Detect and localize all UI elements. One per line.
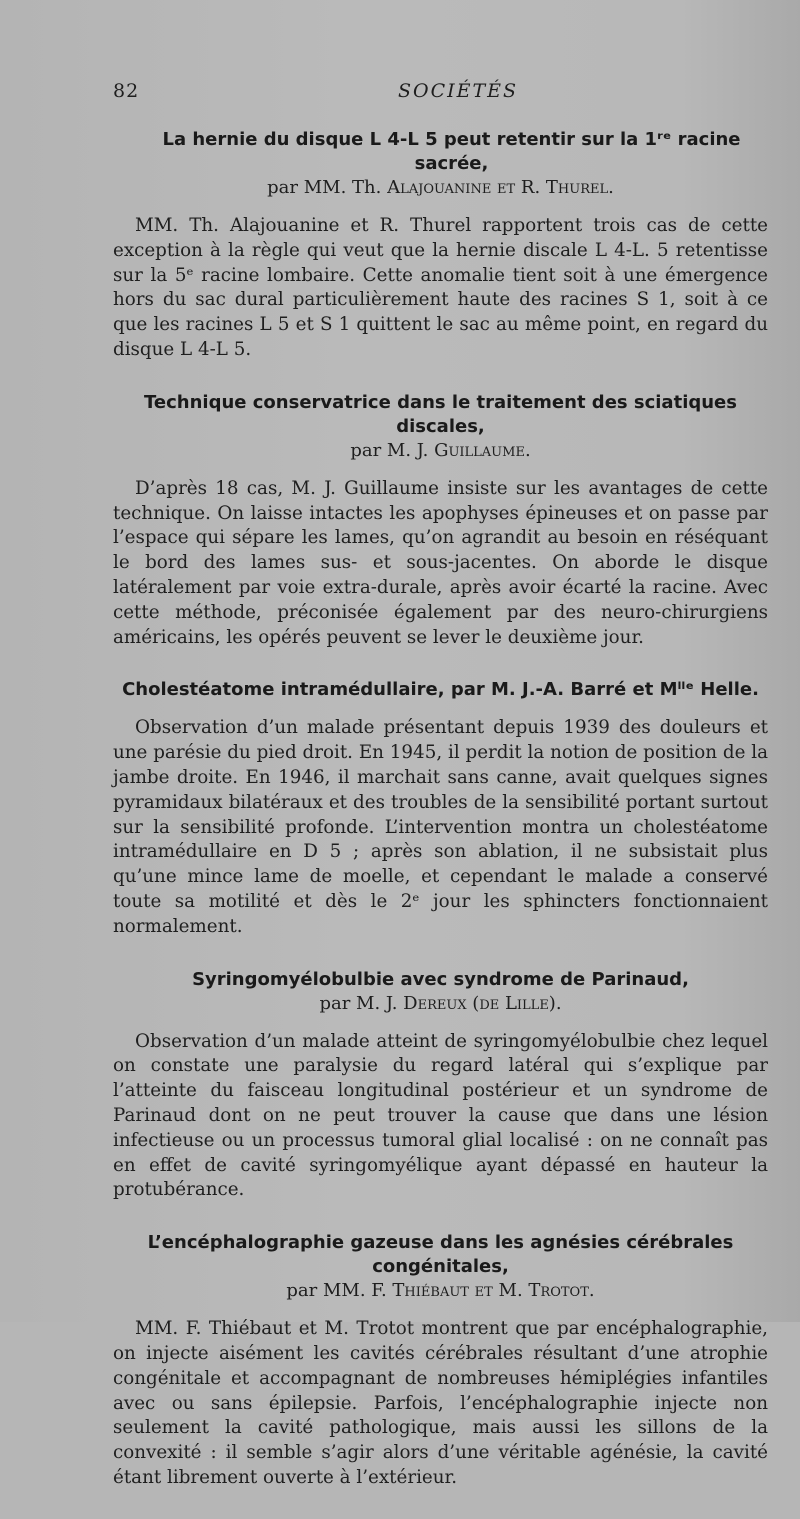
running-title: SOCIÉTÉS [398,80,519,102]
section-body: Observation d’un malade atteint de syringomyélobulbie chez lequel on constate une paralysie du regard latéral qui s’explique par l’atteinte du faisceau longitudinal postérieur et un syndrome de Parinaud dont on ne peut trouver la cause que dans une lésion infectieuse ou un processus tumoral glial localisé : on ne connaît pas en effet de cavité syringomyélique ayant dépassé en hauteur la protubérance. [113,1030,768,1201]
section-author [113,439,768,463]
author-names: Thiébaut et M. Trotot. [392,1280,595,1302]
section-title: La hernie du disque L 4-L 5 peut retentir sur la 1ʳᵉ racine sacrée, [162,129,741,174]
running-header [113,80,755,106]
author-names: Dereux (de Lille). [403,992,562,1014]
section-title: L’encéphalographie gazeuse dans les agnésies cérébrales congénitales, [147,1232,734,1278]
section-syringomyelobulbie [113,968,768,1204]
section-hernie-disque [113,128,768,363]
section-body: MM. Th. Alajouanine et R. Thurel rapportent trois cas de cette exception à la règle qui veut que la hernie discale L 4-L. 5 retentisse sur la 5ᵉ racine lombaire. Cette anomalie tient soit à une émergence hors du sac dural particulièrement haute des racines S 1, soit à ce que les racines L 5 et S 1 quittent le sac au même point, en regard du disque L 4-L 5. [113,215,768,360]
author-prefix: par M. J. [319,992,398,1014]
author-prefix: par MM. F. [286,1280,387,1302]
section-title: Technique conservatrice dans le traitement des sciatiques discales, [144,391,737,437]
section-body: D’après 18 cas, M. J. Guillaume insiste sur les avantages de cette technique. On laisse intactes les apophyses épineuses et on passe par l’espace qui sépare les lames, qu’on agrandit au besoin en réséquant le bord des lames sus- et sous-jacentes. On aborde le disque latéralement par voie extra-durale, après avoir écarté la racine. Avec cette méthode, préconisée également par des neuro-chirurgiens américains, les opérés peuvent se lever le deuxième jour. [113,477,768,648]
section-author [113,992,768,1016]
section-author [113,1279,768,1303]
page-number: 82 [113,80,140,102]
page-content [113,128,768,1519]
section-body: Observation d’un malade présentant depuis 1939 des douleurs et une parésie du pied droit. En 1945, il perdit la notion de position de la jambe droite. En 1946, il marchait sans canne, avait quelques signes pyramidaux bilatéraux et des troubles de la sensibilité portant surtout sur la sensibilité profonde. L’intervention montra un cholestéatome intramédullaire en D 5 ; après son ablation, il ne subsistait plus qu’une mince lame de moelle, et cependant le malade a conservé toute sa motilité et dès le 2ᵉ jour les sphincters fonctionnaient normalement. [113,717,768,937]
section-encephalographie [113,1231,768,1491]
author-names: Alajouanine et R. Thurel. [387,177,614,198]
author-prefix: par MM. Th. [267,177,382,198]
section-technique-conservatrice [113,391,768,651]
section-title: Cholestéatome intramédullaire, par M. J.-A. Barré et Mˡˡᵉ Helle. [122,679,759,701]
section-cholesteatome [113,678,768,939]
section-author [113,176,768,200]
author-prefix: par M. J. [350,439,429,461]
author-names: Guillaume. [434,439,531,461]
section-title: Syringomyélobulbie avec syndrome de Parinaud, [192,968,689,990]
section-body: MM. F. Thiébaut et M. Trotot montrent que par encéphalographie, on injecte aisément les cavités cérébrales résultant d’une atrophie congénitale et accompagnant de nombreuses hémiplégies infantiles avec ou sans épilepsie. Parfois, l’encéphalographie injecte non seulement la cavité pathologique, mais aussi les sillons de la convexité : il semble s’agir alors d’une véritable agénésie, la cavité étant librement ouverte à l’extérieur. [113,1318,768,1488]
